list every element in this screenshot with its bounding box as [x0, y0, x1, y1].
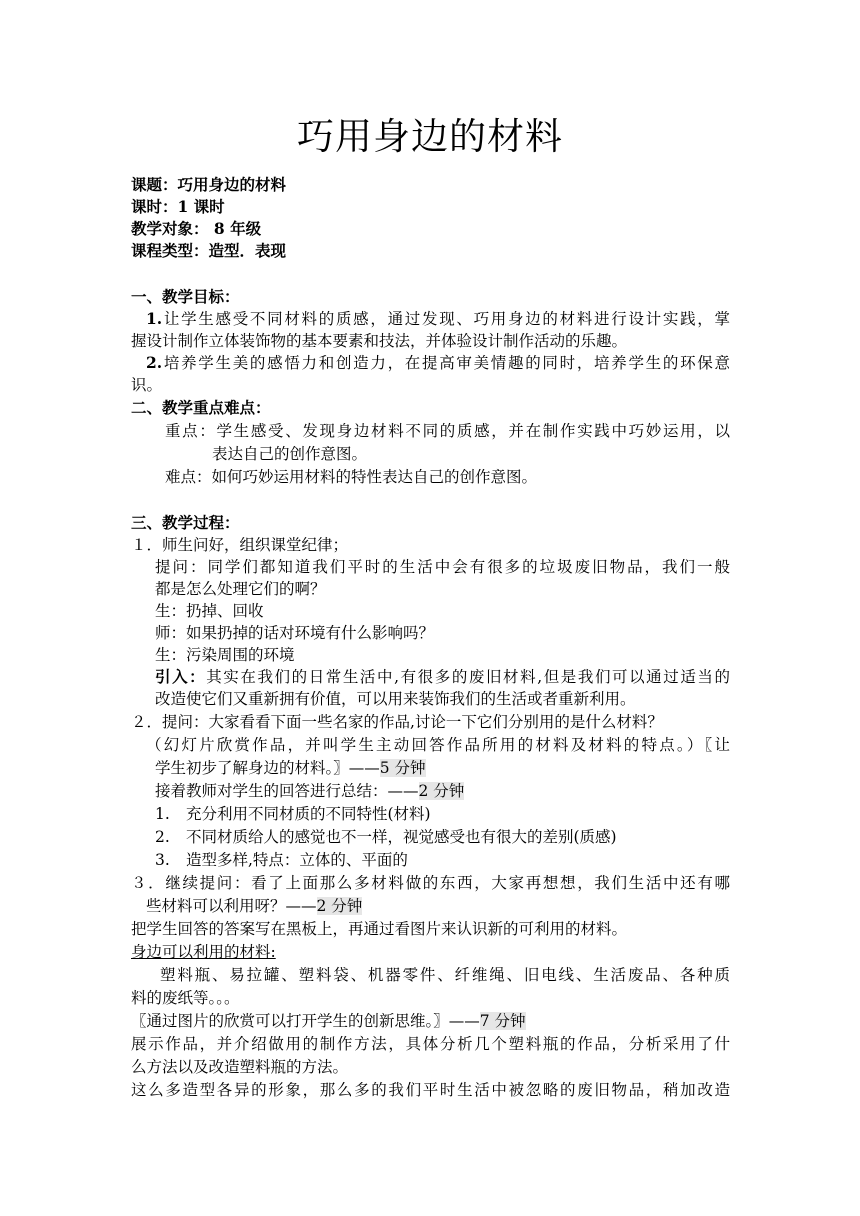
document-title: 巧用身边的材料	[297, 115, 563, 158]
picture-note	[131, 1010, 526, 1032]
list-item	[155, 803, 431, 825]
goal-1-number: 1.	[146, 309, 163, 328]
intro-line-1	[155, 666, 730, 688]
list-item-number: 3.	[155, 851, 170, 869]
meta-duration: 课时：1 课时	[131, 197, 225, 216]
keypoint-line-2: 表达自己的创作意图。	[212, 445, 368, 463]
question-1-line-1: 提问：同学们都知道我们平时的生活中会有很多的垃圾废旧物品，我们一般	[155, 558, 730, 576]
list-item-text: 不同材质给人的感觉也不一样，视觉感受也有很大的差别(质感)	[186, 828, 617, 846]
step-3-line-2	[146, 895, 362, 917]
showcase-line-2: 么方法以及改造塑料瓶的方法。	[131, 1058, 349, 1076]
goal-1-text: 让学生感受不同材料的质感，通过发现、巧用身边的材料进行设计实践，掌	[162, 310, 730, 328]
available-materials-line-2: 料的废纸等。。。	[131, 989, 240, 1007]
goal-2-line-1	[146, 352, 730, 374]
step-2: ２．提问：大家看看下面一些名家的作品,讨论一下它们分别用的是什么材料？	[131, 713, 663, 731]
step-2-line-3	[155, 757, 426, 779]
section-heading-goals: 一、教学目标：	[131, 287, 240, 306]
step-3-line-1: ３．继续提问：看了上面那么多材料做的东西，大家再想想，我们生活中还有哪	[131, 874, 730, 892]
list-item-text: 造型多样,特点：立体的、平面的	[186, 851, 408, 869]
time-badge-7min: 7 分钟	[479, 1012, 526, 1030]
list-item-number: 1.	[155, 805, 170, 823]
list-item-text: 充分利用不同材质的不同特性(材料)	[186, 805, 431, 823]
answer-2: 生：污染周围的环境	[155, 646, 295, 664]
intro-line-2: 改造使它们又重新拥有价值，可以用来装饰我们的生活或者重新利用。	[155, 690, 636, 708]
keypoint-line-1: 重点：学生感受、发现身边材料不同的质感，并在制作实践中巧妙运用，以	[165, 422, 730, 440]
section-heading-process: 三、教学过程：	[131, 513, 240, 532]
time-badge-2min: 2 分钟	[418, 782, 465, 800]
step-2-line-2: （幻灯片欣赏作品，并叫学生主动回答作品所用的材料及材料的特点。）〖让	[146, 736, 730, 754]
available-materials-heading: 身边可以利用的材料:	[131, 943, 276, 961]
step-1: １．师生问好，组织课堂纪律；	[131, 536, 349, 554]
goal-1-line-1	[146, 308, 730, 330]
showcase-line-1: 展示作品，并介绍做用的制作方法，具体分析几个塑料瓶的作品，分析采用了什	[131, 1035, 730, 1053]
intro-label: 引入：	[155, 667, 207, 686]
list-item	[155, 849, 408, 871]
time-badge-5min: 5 分钟	[379, 759, 426, 777]
meta-audience: 教学对象： 8 年级	[131, 219, 262, 238]
answer-1: 生：扔掉、回收	[155, 602, 264, 620]
list-item	[155, 826, 617, 848]
section-heading-keypoints: 二、教学重点难点：	[131, 398, 271, 417]
board-note: 把学生回答的答案写在黑板上，再通过看图片来认识新的可利用的材料。	[131, 920, 628, 938]
list-item-number: 2.	[155, 828, 170, 846]
intro-text: 其实在我们的日常生活中,有很多的废旧材料,但是我们可以通过适当的	[206, 668, 730, 686]
question-2: 师：如果扔掉的话对环境有什么影响吗？	[155, 624, 435, 642]
goal-2-number: 2.	[146, 353, 163, 372]
goal-2-line-2: 识。	[131, 376, 163, 394]
goal-2-text: 培养学生美的感悟力和创造力，在提高审美情趣的同时，培养学生的环保意	[162, 354, 730, 372]
question-1-line-2: 都是怎么处理它们的啊？	[155, 580, 326, 598]
goal-1-line-2: 握设计制作立体装饰物的基本要素和技法，并体验设计制作活动的乐趣。	[131, 332, 628, 350]
summary-line	[155, 780, 464, 802]
step-3-line-2-text: 些材料可以利用呀？——	[146, 897, 317, 915]
available-materials-line-1: 塑料瓶、易拉罐、塑料袋、机器零件、纤维绳、旧电线、生活废品、各种质	[160, 966, 730, 984]
picture-note-text: 〖通过图片的欣赏可以打开学生的创新思维。〗——	[131, 1012, 480, 1030]
closing-line: 这么多造型各异的形象，那么多的我们平时生活中被忽略的废旧物品，稍加改造	[131, 1081, 730, 1099]
step-2-line-3-text: 学生初步了解身边的材料。〗——	[155, 759, 380, 777]
meta-topic: 课题：巧用身边的材料	[131, 175, 287, 194]
difficulty-line: 难点：如何巧妙运用材料的特性表达自己的创作意图。	[165, 468, 538, 486]
meta-course-type: 课程类型：造型．表现	[131, 241, 287, 260]
time-badge-2min: 2 分钟	[316, 897, 363, 915]
summary-text: 接着教师对学生的回答进行总结：——	[155, 782, 419, 800]
